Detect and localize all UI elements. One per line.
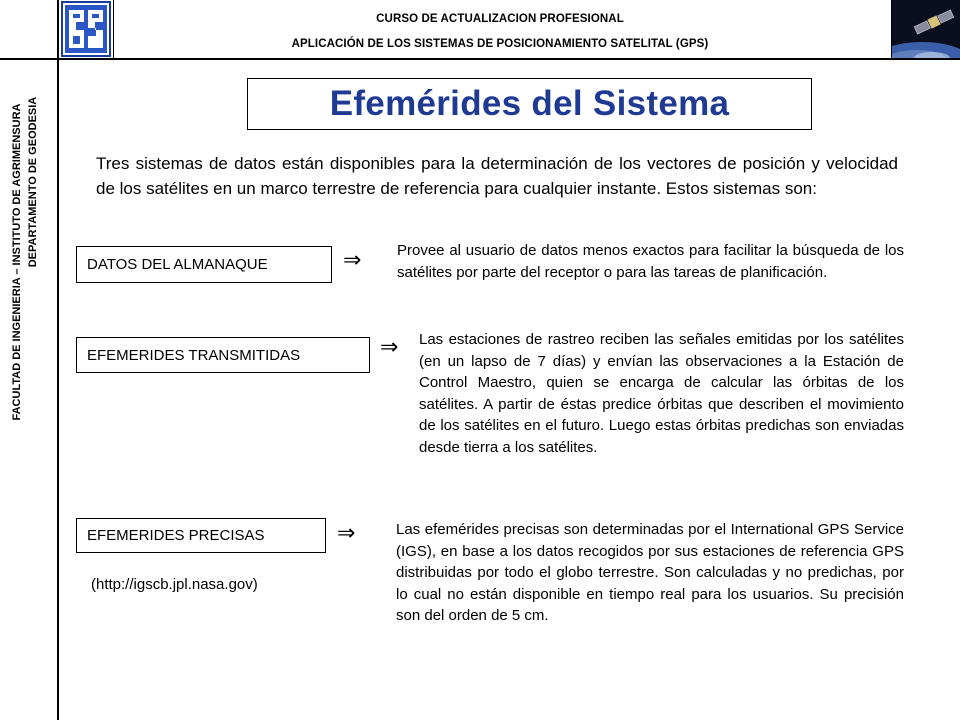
- faculty-label: FACULTAD DE INGENIERIA – INSTITUTO DE AGRIMENSURA: [11, 103, 23, 421]
- course-title: CURSO DE ACTUALIZACION PROFESIONAL: [376, 13, 624, 25]
- almanac-label: DATOS DEL ALMANAQUE: [87, 256, 268, 273]
- implies-arrow-icon: ⇒: [337, 521, 356, 546]
- slide-title-box: [247, 78, 812, 130]
- broadcast-label: EFEMERIDES TRANSMITIDAS: [87, 346, 301, 364]
- course-subtitle: APLICACIÓN DE LOS SISTEMAS DE POSICIONAMIENTO SATELITAL (GPS): [291, 38, 709, 50]
- implies-arrow-icon: ⇒: [380, 335, 399, 360]
- almanac-label-box: [76, 246, 332, 283]
- department-label: DEPARTAMENTO DE GEODESIA: [27, 96, 39, 268]
- almanac-description: Provee al usuario de datos menos exactos para facilitar la búsqueda de los satélites por parte del receptor o para las tareas de planificación.: [397, 242, 904, 281]
- igs-url: (http://igscb.jpl.nasa.gov): [91, 576, 258, 593]
- header-divider-left: [113, 0, 114, 58]
- broadcast-description: Las estaciones de rastreo reciben las señales emitidas por los satélites (en un lapso de 7 días) y envían las observaciones a la Estación de Control Maestro, quien se encarga de calcular las órbitas de los satélites. A partir de éstas predice órbitas que describen el movimiento de los satélites en el futuro. Luego estas órbitas predichas son enviadas desde tierra a los satélites.: [419, 331, 904, 456]
- frame-left-line: [57, 0, 59, 720]
- precise-label: EFEMERIDES PRECISAS: [87, 527, 265, 544]
- slide-title: Efemérides del Sistema: [329, 84, 730, 123]
- implies-arrow-icon: ⇒: [343, 248, 362, 273]
- intro-paragraph: Tres sistemas de datos están disponibles para la determinación de los vectores de posición y velocidad de los satélites en un marco terrestre de referencia para cualquier instante. Estos sistemas son:: [96, 154, 898, 198]
- broadcast-label-box: [76, 337, 370, 373]
- precise-label-box: [76, 518, 326, 553]
- precise-description: Las efemérides precisas son determinadas por el International GPS Service (IGS), en base a los datos recogidos por sus estaciones de referencia GPS distribuidas por todo el globo terrestre. Son calculadas y no predichas, por lo cual no están disponible en tiempo real para los usuarios. Su precisión son del orden de 5 cm.: [396, 521, 904, 624]
- satellite-image: [892, 0, 960, 58]
- frame-top-line: [0, 58, 960, 60]
- university-logo: [60, 0, 112, 58]
